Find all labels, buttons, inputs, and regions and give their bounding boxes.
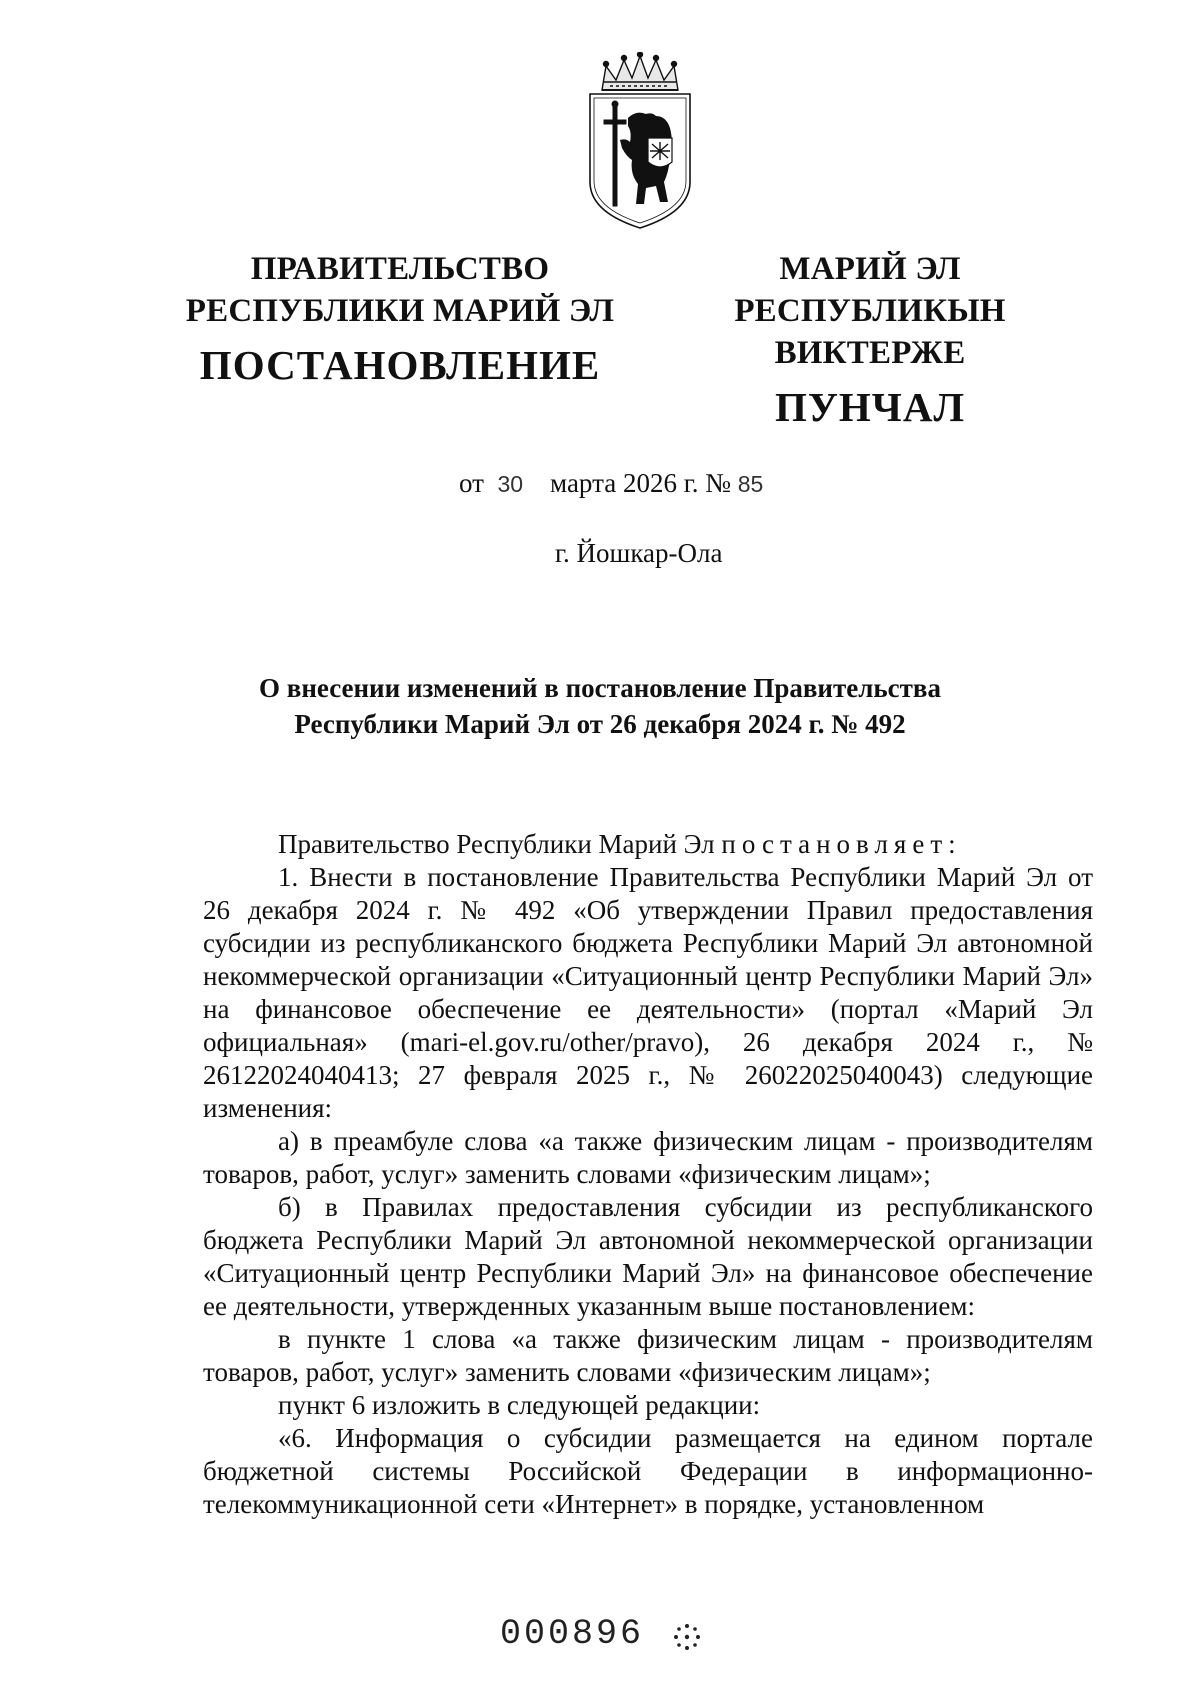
- date-month-year: марта 2026 г. №: [550, 468, 731, 498]
- header-left-line1: ПРАВИТЕЛЬСТВО: [250, 251, 550, 287]
- paragraph-point-6-text: «6. Информация о субсидии размещается на едином портале бюджетной системы Российской Федерации в информационно-телекоммуникационной сети «Интернет» в порядке, установленном: [203, 1423, 1093, 1519]
- city: г. Йошкар-Ола: [555, 538, 723, 568]
- date-prefix: от: [459, 468, 484, 498]
- header-right-line1: МАРИЙ ЭЛ РЕСПУБЛИКЫН: [734, 251, 1006, 329]
- header-right-line2: ВИКТЕРЖЕ: [774, 335, 966, 371]
- paragraph-point-1: в пункте 1 слова «а также физическим лицам - производителям товаров, работ, услуг» заменить словами «физическим лицам»;: [203, 1324, 1093, 1387]
- doc-type-mari: ПУНЧАЛ: [774, 384, 966, 430]
- header-right: [640, 248, 1100, 428]
- bear-shield-icon: [648, 138, 672, 167]
- header-left-line2: РЕСПУБЛИКИ МАРИЙ ЭЛ: [185, 293, 615, 329]
- intro-prefix: Правительство Республики Марий Эл: [278, 829, 715, 859]
- doc-type-russian: ПОСТАНОВЛЕНИЕ: [199, 342, 601, 388]
- document-title: [200, 670, 1000, 742]
- document-body: [203, 828, 1093, 1521]
- document-date-line: [459, 468, 763, 499]
- coat-of-arms-icon: [580, 52, 700, 232]
- crown-icon: [602, 52, 678, 90]
- intro-paragraph: [203, 828, 1093, 861]
- paragraph-point-6: пункт 6 изложить в следующей редакции:: [278, 1390, 761, 1420]
- paragraph-b: б) в Правилах предоставления субсидии из республиканского бюджета Республики Марий Эл автономной некоммерческой организации «Ситуационный центр Республики Марий Эл» на финансовое обеспечение ее деятельности, утвержденных указанным выше постановлением:: [203, 1192, 1093, 1321]
- paragraph-1: 1. Внести в постановление Правительства Республики Марий Эл от 26 декабря 2024 г. № 492 «Об утверждении Правил предоставления субсидии из республиканского бюджета Республики Марий Эл автономной некоммерческой организации «Ситуационный центр Республики Марий Эл» на финансовое обеспечение ее деятельности» (портал «Марий Эл официальная» (mari-el.gov.ru/other/pravo), 26 декабря 2024 г., № 26122024040413; 27 февраля 2025 г., № 26022025040043) следующие изменения:: [203, 862, 1093, 1123]
- header-left: [180, 248, 620, 386]
- title-line2: Республики Марий Эл от 26 декабря 2024 г. № 492: [294, 709, 906, 739]
- date-day: 30: [497, 471, 524, 497]
- title-line1: О внесении изменений в постановление Правительства: [259, 673, 941, 703]
- paragraph-a: а) в преамбуле слова «а также физическим лицам - производителям товаров, работ, услуг» заменить словами «физическим лицам»;: [203, 1126, 1093, 1189]
- ornament-icon: [672, 1622, 702, 1652]
- serial-number: 000896: [500, 1614, 645, 1654]
- document-number: 85: [737, 471, 764, 497]
- intro-resolves: постановляет:: [721, 829, 962, 859]
